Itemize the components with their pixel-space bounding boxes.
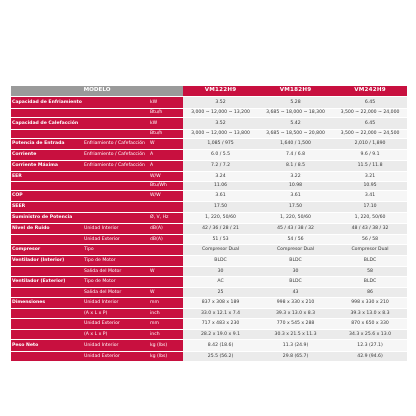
spec-value: 3.52	[183, 97, 258, 109]
spec-value: 33.0 x 12.1 x 7.4	[183, 309, 258, 319]
spec-value: 17.50	[258, 202, 333, 213]
spec-label: Potencia de Entrada	[11, 139, 83, 150]
spec-value: 3,000 ~ 12,000 ~ 13,200	[183, 109, 258, 118]
spec-value: 42 / 36 / 28 / 21	[183, 224, 258, 235]
table-row	[11, 191, 407, 202]
table-row	[11, 277, 407, 288]
spec-unit: dB(A)	[149, 235, 183, 245]
spec-value: 42.9 (94.6)	[333, 352, 407, 362]
spec-value: 1, 220, 50/60	[333, 213, 407, 224]
spec-sublabel: Unidad Exterior	[83, 235, 149, 245]
spec-value: BLDC	[333, 277, 407, 288]
table-row	[11, 109, 407, 118]
spec-value: 3,685 ~ 18,000 ~ 18,300	[258, 109, 333, 118]
spec-value: 17.50	[183, 202, 258, 213]
spec-value: 6.45	[333, 118, 407, 130]
spec-value: 1, 220, 50/60	[183, 213, 258, 224]
spec-unit: A	[149, 161, 183, 172]
spec-sublabel: Unidad Interior	[83, 224, 149, 235]
spec-unit	[149, 202, 183, 213]
table-row	[11, 224, 407, 235]
spec-sublabel	[83, 97, 149, 109]
spec-unit: Btu/h	[149, 130, 183, 139]
model-header-label: MODELO	[11, 86, 183, 97]
spec-value: 8.42 (18.6)	[183, 340, 258, 352]
spec-value: 3,685 ~ 18,500 ~ 20,800	[258, 130, 333, 139]
table-row	[11, 330, 407, 340]
spec-value: 28.2 x 19.0 x 9.1	[183, 330, 258, 340]
spec-value: 39.3 x 13.0 x 8.3	[258, 309, 333, 319]
spec-table-container	[11, 86, 407, 362]
table-row	[11, 118, 407, 130]
spec-value: 3.21	[333, 172, 407, 182]
spec-value: 54 / 56	[258, 235, 333, 245]
spec-unit: W/W	[149, 191, 183, 202]
spec-value: 6.45	[333, 97, 407, 109]
spec-value: 17.10	[333, 202, 407, 213]
spec-value: 39.3 x 13.0 x 8.3	[333, 309, 407, 319]
model-code: VM182H9	[258, 86, 333, 97]
spec-value: 870 x 650 x 330	[333, 319, 407, 330]
spec-value: 29.8 (65.7)	[258, 352, 333, 362]
spec-value: 837 x 308 x 189	[183, 298, 258, 309]
spec-sublabel	[83, 213, 149, 224]
spec-value: 3,000 ~ 12,000 ~ 13,800	[183, 130, 258, 139]
spec-value: BLDC	[258, 256, 333, 267]
spec-value: 11.06	[183, 182, 258, 191]
spec-value: 717 x 483 x 230	[183, 319, 258, 330]
spec-sublabel: Tipo de Motor	[83, 277, 149, 288]
spec-sublabel: Salida del Motor	[83, 267, 149, 277]
spec-value: 43	[258, 288, 333, 298]
spec-sublabel	[83, 130, 149, 139]
spec-unit: A	[149, 150, 183, 161]
spec-sublabel: Enfriamiento / Cafefacción	[83, 161, 149, 172]
spec-value: 3.52	[183, 118, 258, 130]
spec-value: 86	[333, 288, 407, 298]
spec-unit: mm	[149, 319, 183, 330]
spec-unit: kW	[149, 118, 183, 130]
table-row	[11, 139, 407, 150]
spec-table-body	[11, 97, 407, 362]
spec-label	[11, 130, 83, 139]
spec-label	[11, 309, 83, 319]
spec-sublabel	[83, 182, 149, 191]
spec-unit: kg (lbs)	[149, 352, 183, 362]
table-row	[11, 235, 407, 245]
spec-label: Corriente Máxima	[11, 161, 83, 172]
spec-value: 3.24	[183, 172, 258, 182]
spec-sublabel: Tipo	[83, 245, 149, 256]
table-row	[11, 256, 407, 267]
spec-sublabel: Unidad Interior	[83, 298, 149, 309]
spec-value: 25	[183, 288, 258, 298]
spec-label: Nivel de Ruido	[11, 224, 83, 235]
table-row	[11, 288, 407, 298]
spec-sublabel: Tipo de Motor	[83, 256, 149, 267]
spec-value: 998 x 330 x 210	[258, 298, 333, 309]
spec-label	[11, 235, 83, 245]
spec-value: 30.3 x 21.5 x 11.3	[258, 330, 333, 340]
spec-value: BLDC	[333, 256, 407, 267]
spec-unit: Ø, V, Hz	[149, 213, 183, 224]
spec-label	[11, 352, 83, 362]
spec-unit: Btu/Wh	[149, 182, 183, 191]
spec-unit	[149, 277, 183, 288]
spec-value: 25.5 (56.2)	[183, 352, 258, 362]
spec-value: 51 / 53	[183, 235, 258, 245]
spec-table	[11, 86, 407, 362]
table-row	[11, 309, 407, 319]
spec-sublabel	[83, 109, 149, 118]
spec-value: 34.3 x 25.6 x 13.0	[333, 330, 407, 340]
model-code: VM122H9	[183, 86, 258, 97]
spec-value: 3,500 ~ 22,000 ~ 24,000	[333, 109, 407, 118]
spec-value: 11.3 (24.9)	[258, 340, 333, 352]
spec-value: 5.28	[258, 97, 333, 109]
spec-sublabel	[83, 202, 149, 213]
spec-value: 1,085 / 975	[183, 139, 258, 150]
spec-label: Dimensiones	[11, 298, 83, 309]
spec-unit: mm	[149, 298, 183, 309]
spec-unit: Btu/h	[149, 109, 183, 118]
spec-unit: kg (lbs)	[149, 340, 183, 352]
spec-label	[11, 288, 83, 298]
spec-value: Compresor Dual	[333, 245, 407, 256]
spec-value: BLDC	[258, 277, 333, 288]
table-row	[11, 202, 407, 213]
spec-sublabel: Unidad Exterior	[83, 319, 149, 330]
table-row	[11, 298, 407, 309]
spec-unit: kW	[149, 97, 183, 109]
spec-unit: dB(A)	[149, 224, 183, 235]
spec-value: 30	[183, 267, 258, 277]
spec-value: 770 x 545 x 288	[258, 319, 333, 330]
table-row	[11, 213, 407, 224]
spec-value: 9.6 / 9.1	[333, 150, 407, 161]
table-row	[11, 97, 407, 109]
spec-label	[11, 182, 83, 191]
spec-label: EER	[11, 172, 83, 182]
spec-unit	[149, 256, 183, 267]
table-row	[11, 150, 407, 161]
spec-value: 7.2 / 7.2	[183, 161, 258, 172]
spec-value: 30	[258, 267, 333, 277]
spec-value: 10.95	[333, 182, 407, 191]
spec-unit	[149, 245, 183, 256]
spec-label: Suministro de Potencia	[11, 213, 83, 224]
spec-value: 2,010 / 1,890	[333, 139, 407, 150]
spec-sublabel: (A x L x P)	[83, 330, 149, 340]
spec-value: 10.98	[258, 182, 333, 191]
table-row	[11, 182, 407, 191]
spec-sublabel: Salida del Motor	[83, 288, 149, 298]
spec-label: COP	[11, 191, 83, 202]
table-row	[11, 319, 407, 330]
spec-value: 8.1 / 8.5	[258, 161, 333, 172]
table-row	[11, 172, 407, 182]
spec-unit: inch	[149, 309, 183, 319]
spec-sublabel: (A x L x P)	[83, 309, 149, 319]
spec-value: 7.4 / 6.8	[258, 150, 333, 161]
header-row	[11, 86, 407, 97]
spec-sublabel	[83, 172, 149, 182]
spec-value: 1,640 / 1,500	[258, 139, 333, 150]
spec-sublabel: Unidad Interior	[83, 340, 149, 352]
spec-value: 48 / 43 / 38 / 32	[333, 224, 407, 235]
spec-sublabel: Enfriamiento / Cafefacción	[83, 139, 149, 150]
spec-value: 3,500 ~ 22,000 ~ 24,500	[333, 130, 407, 139]
spec-label	[11, 330, 83, 340]
spec-label	[11, 267, 83, 277]
spec-value: 3.61	[258, 191, 333, 202]
spec-label: Capacidad de Calefacción	[11, 118, 83, 130]
spec-label: Peso Neto	[11, 340, 83, 352]
spec-label: Capacidad de Enfriamiento	[11, 97, 83, 109]
spec-value: 58	[333, 267, 407, 277]
spec-value: 3.41	[333, 191, 407, 202]
spec-label: SEER	[11, 202, 83, 213]
spec-label	[11, 319, 83, 330]
table-row	[11, 130, 407, 139]
spec-value: Compresor Dual	[183, 245, 258, 256]
spec-value: Compresor Dual	[258, 245, 333, 256]
spec-value: 3.61	[183, 191, 258, 202]
spec-value: 12.3 (27.1)	[333, 340, 407, 352]
model-code: VM242H9	[333, 86, 407, 97]
spec-unit: W	[149, 139, 183, 150]
spec-unit: W/W	[149, 172, 183, 182]
table-row	[11, 245, 407, 256]
spec-label: Compresor	[11, 245, 83, 256]
spec-unit: W	[149, 288, 183, 298]
spec-sublabel: Unidad Exterior	[83, 352, 149, 362]
spec-sublabel	[83, 118, 149, 130]
table-row	[11, 340, 407, 352]
spec-value: BLDC	[183, 256, 258, 267]
spec-value: 45 / 43 / 38 / 32	[258, 224, 333, 235]
spec-value: 56 / 58	[333, 235, 407, 245]
spec-value: AC	[183, 277, 258, 288]
spec-label: Ventilador (Interior)	[11, 256, 83, 267]
table-row	[11, 352, 407, 362]
spec-value: 3.22	[258, 172, 333, 182]
spec-value: 998 x 330 x 210	[333, 298, 407, 309]
spec-sublabel: Enfriamiento / Cafefacción	[83, 150, 149, 161]
spec-value: 1, 220, 50/60	[258, 213, 333, 224]
spec-sublabel	[83, 191, 149, 202]
spec-unit: W	[149, 267, 183, 277]
spec-value: 5.42	[258, 118, 333, 130]
spec-label: Corriente	[11, 150, 83, 161]
spec-unit: inch	[149, 330, 183, 340]
spec-value: 11.5 / 11.8	[333, 161, 407, 172]
spec-label	[11, 109, 83, 118]
spec-label: Ventilador (Exterior)	[11, 277, 83, 288]
spec-value: 6.0 / 5.5	[183, 150, 258, 161]
table-row	[11, 267, 407, 277]
table-row	[11, 161, 407, 172]
